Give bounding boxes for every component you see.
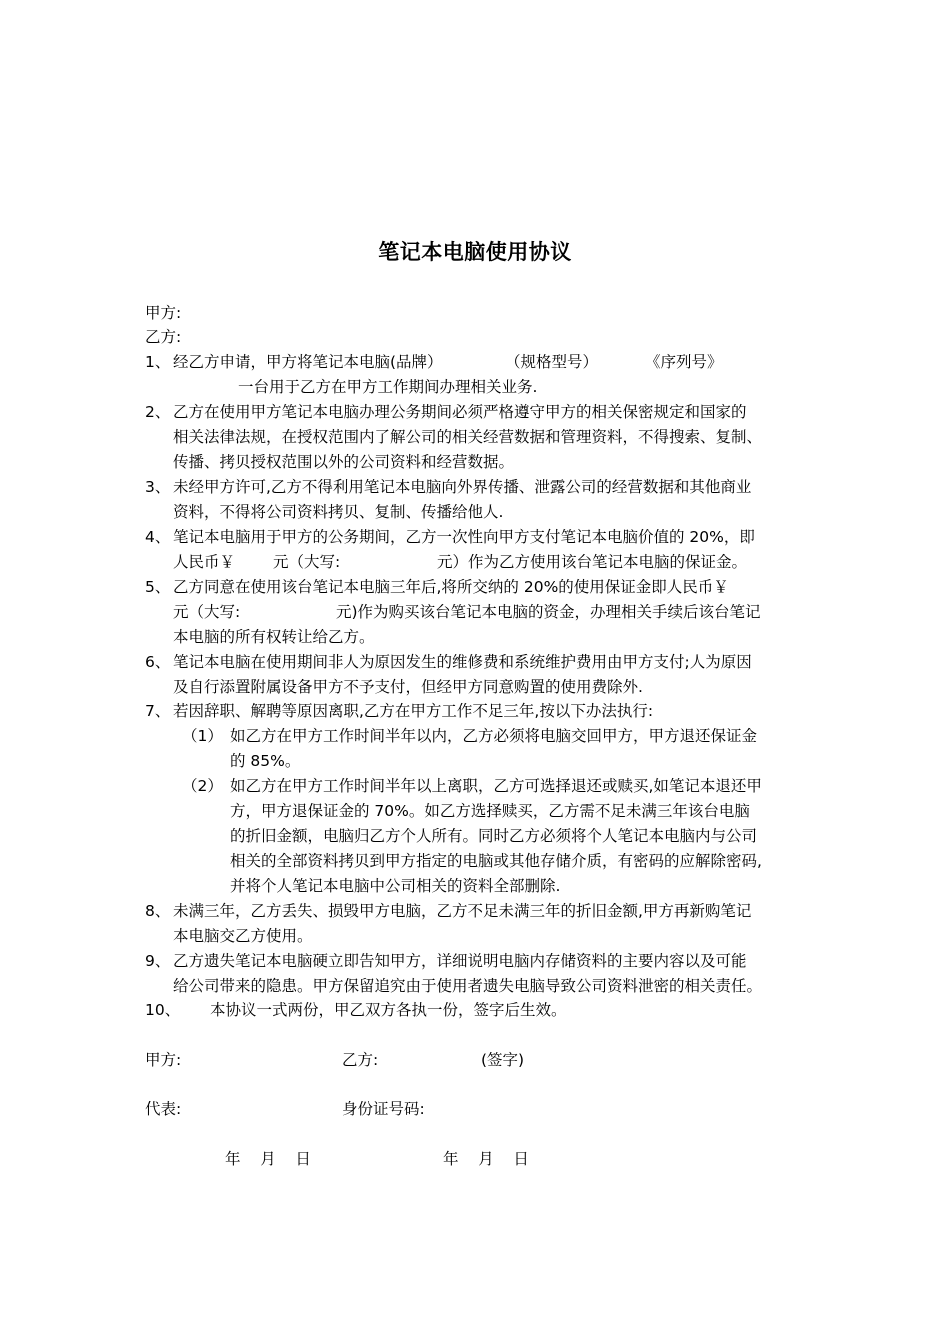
party-b-label: 乙方: bbox=[145, 328, 182, 346]
clause-number: 8、 bbox=[145, 902, 171, 920]
clause-text: 本电脑交乙方使用。 bbox=[173, 927, 313, 945]
clause-text: 资料，不得将公司资料拷贝、复制、传播给他人. bbox=[173, 503, 504, 521]
sub-item-text: 的 85%。 bbox=[230, 752, 301, 770]
representative-label: 代表: bbox=[145, 1100, 182, 1118]
clause-text: 乙方在使用甲方笔记本电脑办理公务期间必须严格遵守甲方的相关保密规定和国家的 bbox=[173, 403, 747, 421]
clause-text: 元）作为乙方使用该台笔记本电脑的保证金。 bbox=[437, 553, 748, 571]
sub-item-text: 相关的全部资料拷贝到甲方指定的电脑或其他存储介质，有密码的应解除密码, bbox=[230, 852, 762, 870]
clause-text: 若因辞职、解聘等原因离职,乙方在甲方工作不足三年,按以下办法执行: bbox=[173, 702, 654, 720]
sub-item-text: 方，甲方退保证金的 70%。如乙方选择赎买，乙方需不足未满三年该台电脑 bbox=[230, 802, 750, 820]
clause-text: 本电脑的所有权转让给乙方。 bbox=[173, 628, 375, 646]
sub-item-text: 的折旧金额，电脑归乙方个人所有。同时乙方必须将个人笔记本电脑内与公司 bbox=[230, 827, 758, 845]
page-title: 笔记本电脑使用协议 bbox=[378, 240, 572, 264]
clause-number: 2、 bbox=[145, 403, 171, 421]
party-a-label: 甲方: bbox=[145, 304, 182, 322]
clause-text: （规格型号） bbox=[505, 353, 599, 371]
clause-number: 10、 bbox=[145, 1001, 181, 1019]
clause-text: 给公司带来的隐患。甲方保留追究由于使用者遗失电脑导致公司资料泄密的相关责任。 bbox=[173, 977, 763, 995]
clause-text: 传播、拷贝授权范围以外的公司资料和经营数据。 bbox=[173, 453, 515, 471]
sub-item-text: 如乙方在甲方工作时间半年以内，乙方必须将电脑交回甲方，甲方退还保证金 bbox=[230, 727, 758, 745]
clause-text: 笔记本电脑用于甲方的公务期间，乙方一次性向甲方支付笔记本电脑价值的 20%，即 bbox=[173, 528, 755, 546]
clause-text: 笔记本电脑在使用期间非人为原因发生的维修费和系统维护费用由甲方支付;人为原因 bbox=[173, 653, 752, 671]
clause-text: 及自行添置附属设备甲方不予支付，但经甲方同意购置的使用费除外. bbox=[173, 678, 643, 696]
clause-text: 相关法律法规，在授权范围内了解公司的相关经营数据和管理资料，不得搜索、复制、 bbox=[173, 428, 763, 446]
clause-text: 元（大写: bbox=[173, 603, 241, 621]
clause-text: 未经甲方许可,乙方不得利用笔记本电脑向外界传播、泄露公司的经营数据和其他商业 bbox=[173, 478, 752, 496]
signature-party-a: 甲方: bbox=[145, 1051, 182, 1069]
signature-party-b: 乙方: bbox=[342, 1051, 379, 1069]
clause-number: 6、 bbox=[145, 653, 171, 671]
date-right: 年 月 日 bbox=[443, 1150, 529, 1168]
clause-text: 《序列号》 bbox=[645, 353, 723, 371]
sub-item-number: （1） bbox=[182, 727, 223, 745]
clause-number: 4、 bbox=[145, 528, 171, 546]
signature-note: (签字) bbox=[481, 1051, 525, 1069]
clause-text: 乙方遗失笔记本电脑硬立即告知甲方，详细说明电脑内存储资料的主要内容以及可能 bbox=[173, 952, 747, 970]
sub-item-number: （2） bbox=[182, 777, 223, 795]
clause-number: 9、 bbox=[145, 952, 171, 970]
clause-number: 5、 bbox=[145, 578, 171, 596]
clause-number: 1、 bbox=[145, 353, 171, 371]
clause-text: 元)作为购买该台笔记本电脑的资金，办理相关手续后该台笔记 bbox=[336, 603, 761, 621]
clause-text: 未满三年，乙方丢失、损毁甲方电脑，乙方不足未满三年的折旧金额,甲方再新购笔记 bbox=[173, 902, 752, 920]
sub-item-text: 并将个人笔记本电脑中公司相关的资料全部删除. bbox=[230, 877, 561, 895]
clause-text: 人民币￥ bbox=[173, 553, 236, 571]
clause-text: 乙方同意在使用该台笔记本电脑三年后,将所交纳的 20%的使用保证金即人民币￥ bbox=[173, 578, 729, 596]
clause-text: 元（大写: bbox=[273, 553, 341, 571]
date-left: 年 月 日 bbox=[225, 1150, 311, 1168]
clause-number: 7、 bbox=[145, 702, 171, 720]
clause-number: 3、 bbox=[145, 478, 171, 496]
sub-item-text: 如乙方在甲方工作时间半年以上离职，乙方可选择退还或赎买,如笔记本退还甲 bbox=[230, 777, 762, 795]
id-number-label: 身份证号码: bbox=[342, 1100, 425, 1118]
clause-text: 一台用于乙方在甲方工作期间办理相关业务. bbox=[238, 378, 538, 396]
clause-text: 经乙方申请，甲方将笔记本电脑(品牌） bbox=[173, 353, 443, 371]
clause-text: 本协议一式两份，甲乙双方各执一份，签字后生效。 bbox=[210, 1001, 567, 1019]
